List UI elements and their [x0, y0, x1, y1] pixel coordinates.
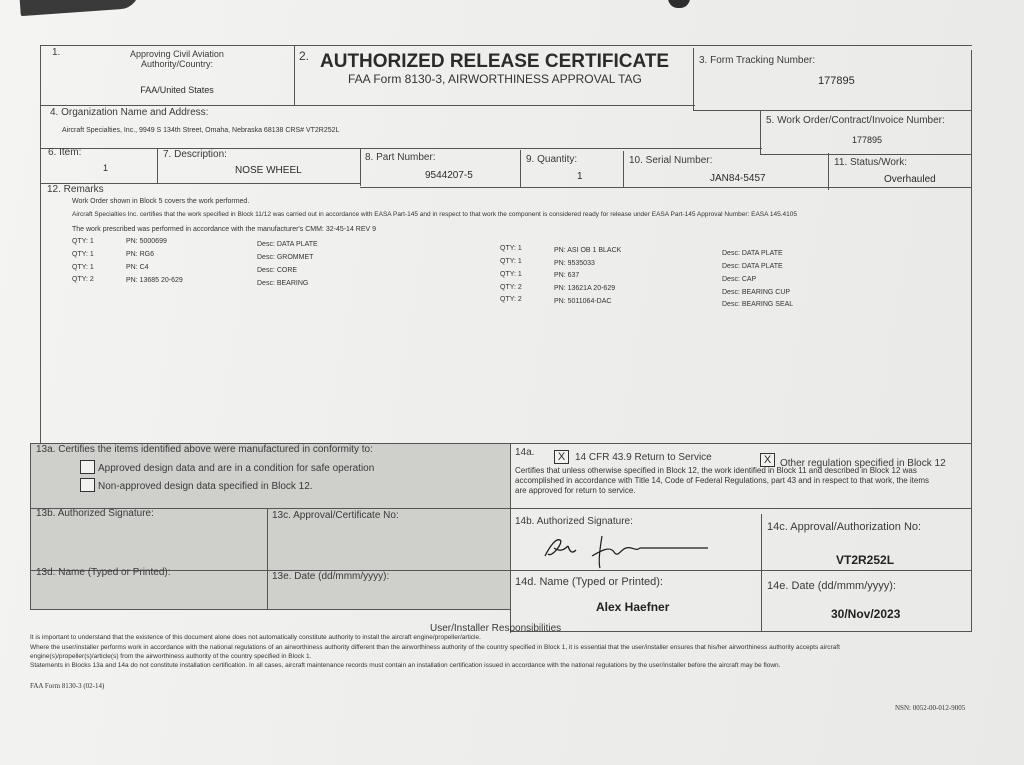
right-item-5-qty: QTY: 2 — [500, 296, 522, 303]
remarks-line3: The work prescribed was performed in accordance with the manufacturer's CMM: 32-45-14 REV 9 — [72, 226, 377, 233]
form-id: FAA Form 8130-3 (02-14) — [30, 682, 105, 690]
div-14bc — [761, 514, 762, 631]
right-item-2-pn: PN: 9535033 — [554, 260, 595, 267]
left-item-4-qty: QTY: 2 — [72, 276, 94, 283]
block14c-value: VT2R252L — [836, 553, 895, 567]
div-i5 — [828, 153, 829, 190]
div-i4 — [623, 151, 624, 188]
div-13-14 — [510, 443, 511, 631]
block13d-label: 13d. Name (Typed or Printed): — [36, 567, 171, 578]
left-item-2-desc: Desc: GROMMET — [257, 254, 314, 261]
row1-bottom-left — [40, 105, 695, 106]
right-item-2-qty: QTY: 1 — [500, 258, 522, 265]
left-item-3-qty: QTY: 1 — [72, 264, 94, 271]
right-item-3-pn: PN: 637 — [554, 272, 580, 279]
item-label: 6. Item: — [48, 147, 82, 158]
left-item-3-desc: Desc: CORE — [257, 267, 298, 274]
block14b-label: 14b. Authorized Signature: — [515, 516, 633, 527]
frame-bottom-left — [30, 609, 510, 610]
block4-value: Aircraft Specialties, Inc., 9949 S 134th Street, Omaha, Nebraska 68138 CRS# VT2R252L — [62, 127, 340, 134]
block1-value: FAA/United States — [140, 85, 214, 95]
remarks-line2: Aircraft Specialties Inc. certifies that the work specified in Block 11/12 was carried out in accordance with EASA Part-145 and in respect to that work the component is considered ready for release under EASA Part-145 Approval Number: EASA 145.4105 — [72, 211, 798, 218]
footer-p2: Where the user/installer performs work in accordance with the national regulations of an airworthiness authority different than the airworthiness authority of the country specified in Block 1, it is essential that the user/installer ensures that his/her airworthiness authority accepts aircraft — [30, 644, 840, 651]
div-i3 — [520, 150, 521, 187]
block5-value: 177895 — [852, 135, 883, 145]
left-item-2-qty: QTY: 1 — [72, 251, 94, 258]
right-item-4-qty: QTY: 2 — [500, 284, 522, 291]
right-item-1-pn: PN: ASI OB 1 BLACK — [554, 247, 622, 254]
left-item-1-desc: Desc: DATA PLATE — [257, 241, 318, 248]
right-item-5-desc: Desc: BEARING SEAL — [722, 301, 794, 308]
frame-left-lower — [30, 443, 31, 610]
footer-p3: engine(s)/propeller(s)/article(s) from the airworthiness authority of the country specified in Block 1. — [30, 653, 312, 660]
cert-text-line1: Certifies that unless otherwise specified in Block 12, the work identified in Block 11 and described in Block 12 was — [515, 466, 917, 475]
row13b-top — [30, 508, 972, 509]
authorized-signature-image — [540, 528, 720, 572]
block13b-label: 13b. Authorized Signature: — [36, 508, 154, 519]
block14d-value: Alex Haefner — [596, 600, 670, 614]
other-regulation-checkbox[interactable]: X — [760, 453, 775, 467]
form-subtitle: FAA Form 8130-3, AIRWORTHINESS APPROVAL TAG — [348, 72, 642, 86]
part-value: 9544207-5 — [425, 170, 473, 181]
right-item-4-desc: Desc: BEARING CUP — [722, 289, 791, 296]
row3-bottom-b — [360, 187, 972, 188]
right-item-1-desc: Desc: DATA PLATE — [722, 250, 783, 257]
part-label: 8. Part Number: — [365, 152, 436, 163]
block14a-num: 14a. — [515, 447, 535, 458]
block14c-label: 14c. Approval/Authorization No: — [767, 521, 922, 533]
row1-bottom-right — [693, 110, 972, 111]
binder-clip-right — [668, 0, 690, 8]
approved-design-checkbox[interactable] — [80, 460, 95, 474]
div-h1 — [294, 45, 295, 106]
left-item-4-pn: PN: 13685 20-629 — [126, 277, 183, 284]
block14e-value: 30/Nov/2023 — [831, 607, 901, 621]
right-item-5-pn: PN: 5011064-DAC — [554, 298, 612, 305]
row13d-top — [30, 570, 972, 571]
block3-value: 177895 — [818, 75, 855, 87]
div-i1 — [157, 148, 158, 183]
other-regulation-label: Other regulation specified in Block 12 — [780, 458, 946, 469]
right-item-2-desc: Desc: DATA PLATE — [722, 263, 783, 270]
div-h2 — [693, 48, 694, 110]
serial-value: JAN84-5457 — [710, 173, 766, 184]
desc-value: NOSE WHEEL — [235, 165, 302, 176]
serial-label: 10. Serial Number: — [629, 155, 713, 166]
non-approved-design-label: Non-approved design data specified in Block 12. — [98, 481, 313, 492]
row2-bottom-left — [40, 148, 762, 149]
block14d-label: 14d. Name (Typed or Printed): — [515, 576, 663, 588]
div-i2 — [360, 149, 361, 186]
block13c-label: 13c. Approval/Certificate No: — [272, 510, 399, 521]
status-value: Overhauled — [884, 174, 936, 185]
block1-label-line1: Approving Civil Aviation — [130, 49, 224, 59]
approved-design-label: Approved design data and are in a condition for safe operation — [98, 463, 375, 474]
non-approved-design-checkbox[interactable] — [80, 478, 95, 492]
left-item-1-qty: QTY: 1 — [72, 238, 94, 245]
frame-top — [40, 45, 972, 46]
right-item-4-pn: PN: 13621A 20-629 — [554, 285, 616, 292]
frame-bottom-right — [510, 631, 972, 632]
binder-clip — [19, 0, 140, 16]
left-item-1-pn: PN: 5000699 — [126, 238, 167, 245]
return-to-service-label: 14 CFR 43.9 Return to Service — [575, 452, 712, 463]
qty-value: 1 — [577, 171, 583, 182]
block14e-label: 14e. Date (dd/mmm/yyyy): — [767, 580, 896, 592]
form-title: AUTHORIZED RELEASE CERTIFICATE — [320, 51, 670, 72]
left-item-3-pn: PN: C4 — [126, 264, 149, 271]
left-item-2-pn: PN: RG6 — [126, 251, 155, 258]
user-installer-heading: User/Installer Responsibilities — [430, 623, 562, 634]
block4-label: 4. Organization Name and Address: — [50, 107, 209, 118]
remarks-line1: Work Order shown in Block 5 covers the work performed. — [72, 198, 250, 205]
block2-num: 2. — [299, 49, 310, 63]
block13e-label: 13e. Date (dd/mmm/yyyy): — [272, 571, 390, 582]
footer-p1: It is important to understand that the existence of this document alone does not automatically constitute authority to install the aircraft engine/propeller/article. — [30, 634, 481, 641]
cert-text-line3: are approved for return to service. — [515, 486, 636, 495]
nsn-number: NSN: 0052-00-012-9005 — [895, 704, 966, 712]
right-item-3-qty: QTY: 1 — [500, 271, 522, 278]
footer-p4: Statements in Blocks 13a and 14a do not constitute installation certification. In all cases, aircraft maintenance records must contain an installation certification issued in accordance with the national regulations by the user/installer before the aircraft may be flown. — [30, 662, 781, 669]
remarks-label: 12. Remarks — [47, 184, 104, 195]
div-13bc — [267, 508, 268, 610]
block1-label-line2: Authority/Country: — [140, 59, 214, 69]
qty-label: 9. Quantity: — [526, 154, 578, 165]
right-item-3-desc: Desc: CAP — [722, 276, 757, 283]
desc-label: 7. Description: — [163, 149, 227, 160]
block3-label: 3. Form Tracking Number: — [699, 55, 816, 66]
row2-bottom-right — [760, 154, 972, 155]
block5-label: 5. Work Order/Contract/Invoice Number: — [766, 115, 945, 126]
right-item-1-qty: QTY: 1 — [500, 245, 522, 252]
block13a-label: 13a. Certifies the items identified above were manufactured in conformity to: — [36, 444, 373, 455]
cert-text-line2: accomplished in accordance with Title 14, Code of Federal Regulations, part 43 and in respect to that work, the items — [515, 476, 929, 485]
return-to-service-checkbox[interactable]: X — [554, 450, 569, 464]
item-value: 1 — [103, 163, 109, 173]
block1-num: 1. — [52, 47, 61, 58]
frame-right — [971, 50, 972, 632]
status-label: 11. Status/Work: — [834, 157, 907, 168]
left-item-4-desc: Desc: BEARING — [257, 280, 309, 287]
